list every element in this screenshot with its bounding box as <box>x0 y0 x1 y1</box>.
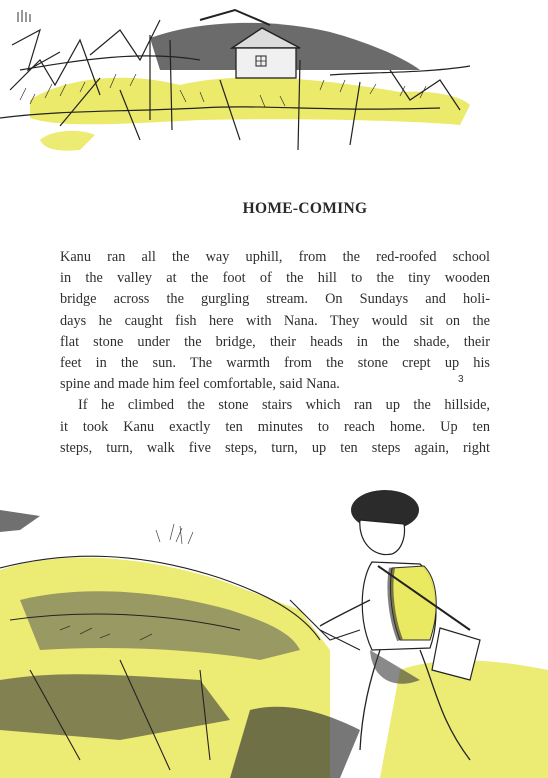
text-line: in the valley at the foot of the hill to the tiny wooden <box>60 270 490 287</box>
story-text <box>60 247 490 459</box>
chapter-title: HOME-COMING <box>242 200 368 217</box>
boy-climbing-hill-illustration <box>0 480 548 778</box>
text-line: Kanu ran all the way uphill, from the red-roofed school <box>60 249 490 265</box>
house-on-hill-illustration <box>0 0 548 200</box>
text-line: steps, turn, walk five steps, turn, up ten steps again, right <box>60 439 490 456</box>
text-line: feet in the sun. The warmth from the stone crept up his <box>60 355 490 372</box>
text-line: If he climbed the stone stairs which ran up the hillside, <box>78 397 490 414</box>
text-line: flat stone under the bridge, their heads in the shade, their <box>60 333 490 350</box>
text-line: spine and made him feel comfortable, said Nana. <box>60 376 340 393</box>
text-line: bridge across the gurgling stream. On Sundays and holi- <box>60 291 490 308</box>
page-number: 3 <box>458 374 464 385</box>
text-line: it took Kanu exactly ten minutes to reach home. Up ten <box>60 418 490 435</box>
text-line: days he caught fish here with Nana. They would sit on the <box>60 312 490 329</box>
